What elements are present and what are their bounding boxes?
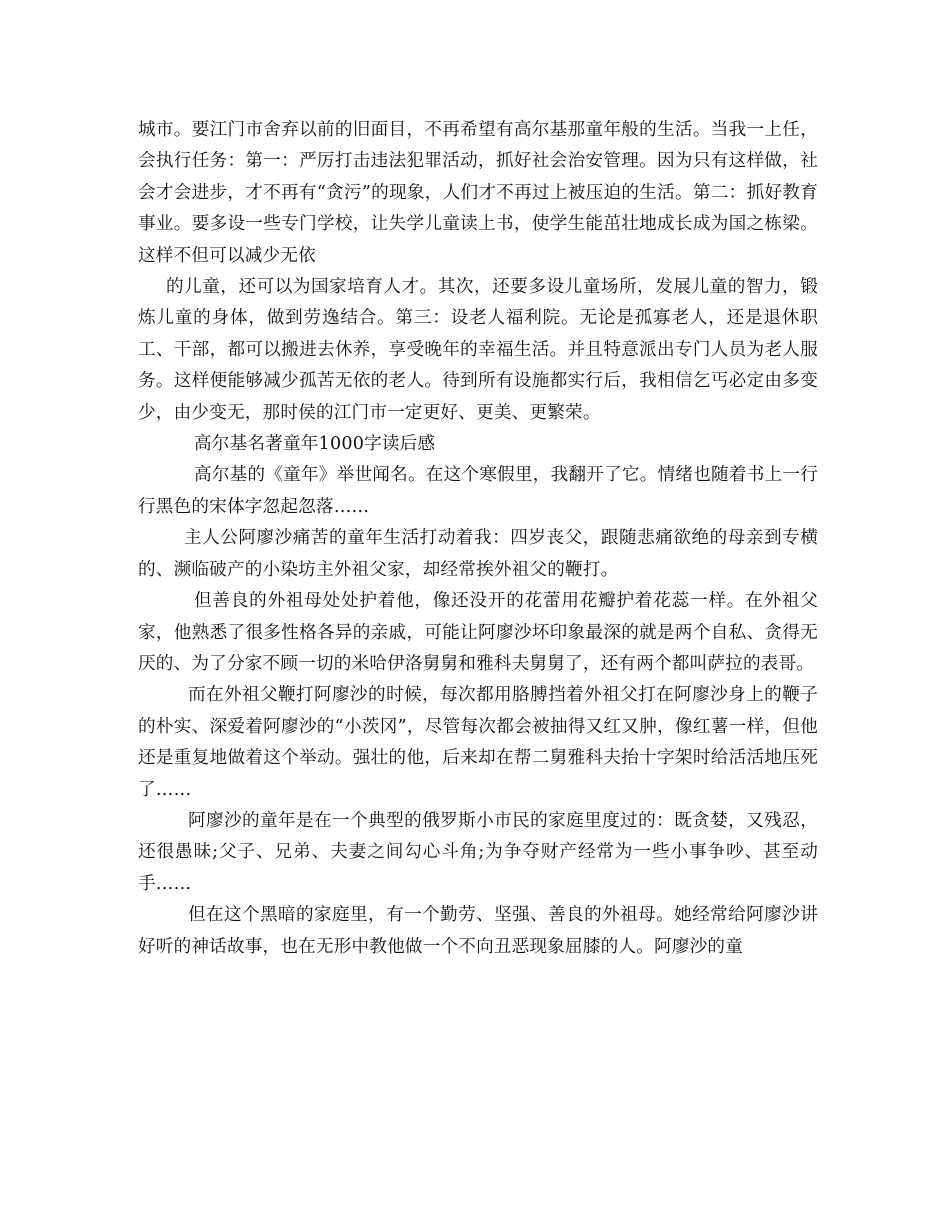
section-title: 高尔基名著童年1000字读后感 (194, 434, 436, 455)
paragraph-intro: 高尔基的《童年》举世闻名。在这个寒假里，我翻开了它。情绪也随着书上一行行黑色的宋体字忽起忽落…… (138, 465, 818, 517)
paragraph-city-plan: 城市。要江门市舍弃以前的旧面目，不再希望有高尔基那童年般的生活。当我一上任，会执行任务：第一：严厉打击违法犯罪活动，抓好社会治安管理。因为只有这样做，社会才会进步，才不再有“贪污”的现象，人们才不再过上被压迫的生活。第二：抓好教育事业。要多设一些专门学校，让失学儿童读上书，使学生能茁壮地成长成为国之栋梁。这样不但可以减少无依 (138, 120, 818, 266)
paragraph-protagonist: 主人公阿廖沙痛苦的童年生活打动着我：四岁丧父，跟随悲痛欲绝的母亲到专横的、濒临破产的小染坊主外祖父家，却经常挨外祖父的鞭打。 (138, 528, 818, 580)
paragraph-dark-family: 但在这个黑暗的家庭里，有一个勤劳、坚强、善良的外祖母。她经常给阿廖沙讲好听的神话故事，也在无形中教他做一个不向丑恶现象屈膝的人。阿廖沙的童 (138, 905, 818, 957)
paragraph-gypsy: 而在外祖父鞭打阿廖沙的时候，每次都用胳膊挡着外祖父打在阿廖沙身上的鞭子的朴实、深爱着阿廖沙的“小茨冈”，尽管每次都会被抽得又红又肿，像红薯一样，但他还是重复地做着这个举动。强壮的他，后来却在帮二舅雅科夫抬十字架时给活活地压死了…… (138, 685, 818, 800)
document-body (138, 115, 818, 963)
paragraph-grandmother: 但善良的外祖母处处护着他，像还没开的花蕾用花瓣护着花蕊一样。在外祖父家，他熟悉了很多性格各异的亲戚，可能让阿廖沙坏印象最深的就是两个自私、贪得无厌的、为了分家不顾一切的米哈伊洛舅舅和雅科夫舅舅了，还有两个都叫萨拉的表哥。 (138, 591, 818, 674)
paragraph-family: 阿廖沙的童年是在一个典型的俄罗斯小市民的家庭里度过的：既贪婪，又残忍，还很愚昧;父子、兄弟、夫妻之间勾心斗角;为争夺财产经常为一些小事争吵、甚至动手…… (138, 810, 818, 894)
paragraph-children-elderly: 的儿童，还可以为国家培育人才。其次，还要多设儿童场所，发展儿童的智力，锻炼儿童的身体，做到劳逸结合。第三：设老人福利院。无论是孤寡老人，还是退休职工、干部，都可以搬进去休养，享受晚年的幸福生活。并且特意派出专门人员为老人服务。这样便能够减少孤苦无依的老人。待到所有设施都实行后，我相信乞丐必定由多变少，由少变无，那时侯的江门市一定更好、更美、更繁荣。 (138, 277, 818, 423)
